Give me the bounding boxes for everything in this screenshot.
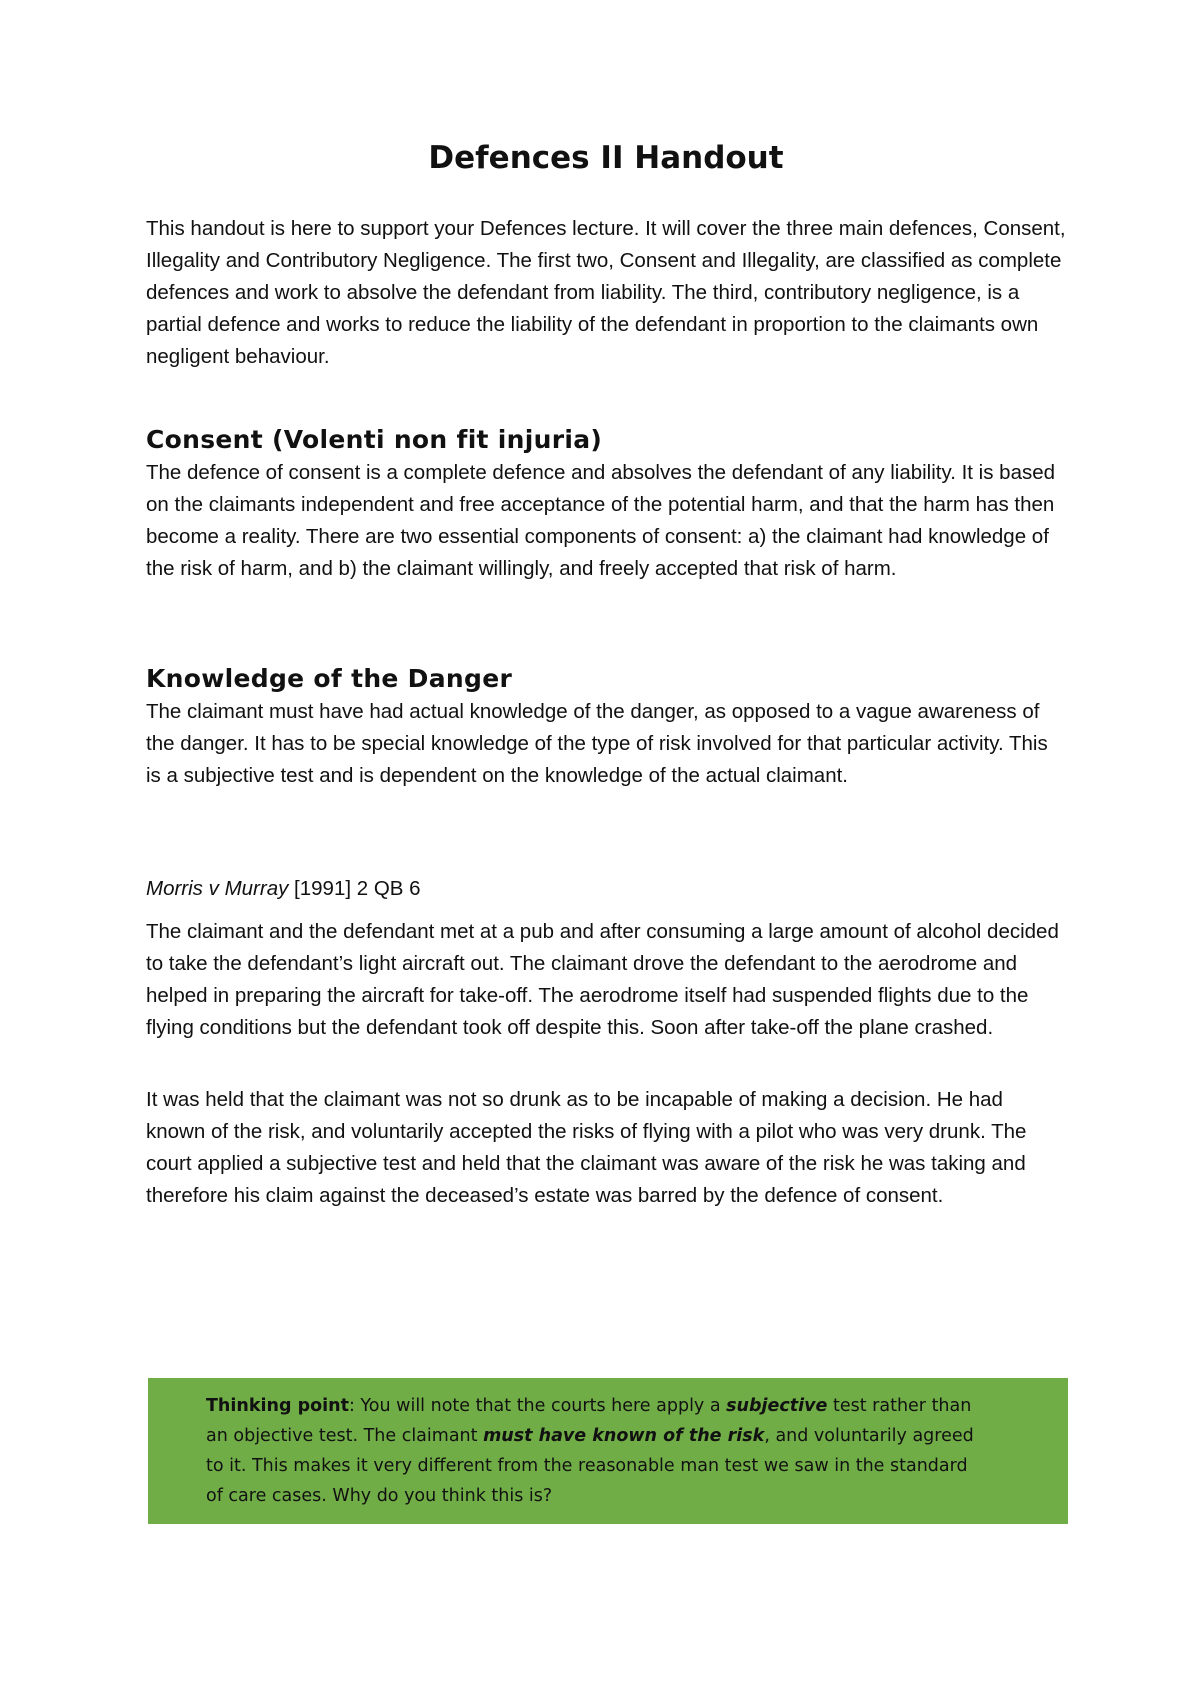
case-holding-paragraph: It was held that the claimant was not so drunk as to be incapable of making a decision. He had known of the risk, and voluntarily accepted the risks of flying with a pilot who was very drunk. The court applied a subjective test and held that the claimant was aware of the risk he was taking and therefore his claim against the deceased’s estate was barred by the defence of consent. — [146, 1088, 1027, 1207]
consent-heading: Consent (Volenti non fit injuria) — [146, 425, 603, 454]
thinking-point-text-3: , and voluntarily agreed to it. This makes it very different from the reasonable man test we saw in the standard of care cases. Why do you think this is? — [206, 1426, 974, 1506]
thinking-point-text-1: : You will note that the courts here apply a — [348, 1396, 727, 1416]
knowledge-heading: Knowledge of the Danger — [146, 664, 513, 693]
consent-paragraph: The defence of consent is a complete defence and absolves the defendant of any liability. It is based on the claimants independent and free acceptance of the potential harm, and that the harm has then become a reality. There are two essential components of consent: a) the claimant had knowledge of the risk of harm, and b) the claimant willingly, and freely accepted that risk of harm. — [146, 461, 1056, 580]
thinking-point-label: Thinking point — [206, 1396, 349, 1416]
case-reference — [146, 873, 1066, 905]
thinking-point-box — [148, 1378, 1068, 1524]
thinking-point-emphasis-known-risk: must have known of the risk — [483, 1426, 765, 1446]
thinking-point-text-2: test rather than an objective test. The claimant — [206, 1396, 972, 1446]
knowledge-paragraph: The claimant must have had actual knowledge of the danger, as opposed to a vague awareness of the danger. It has to be special knowledge of the type of risk involved for that particular activity. This is a subjective test and is dependent on the knowledge of the actual claimant. — [146, 700, 1048, 787]
case-facts-paragraph: The claimant and the defendant met at a pub and after consuming a large amount of alcohol decided to take the defendant’s light aircraft out. The claimant drove the defendant to the aerodrome and helped in preparing the aircraft for take-off. The aerodrome itself had suspended flights due to the flying conditions but the defendant took off despite this. Soon after take-off the plane crashed. — [146, 920, 1059, 1039]
case-name: Morris v Murray — [146, 877, 289, 900]
thinking-point-emphasis-subjective: subjective — [726, 1396, 828, 1416]
intro-paragraph: This handout is here to support your Defences lecture. It will cover the three main defences, Consent, Illegality and Contributory Negligence. The first two, Consent and Illegality, are classified as complete defences and work to absolve the defendant from liability. The third, contributory negligence, is a partial defence and works to reduce the liability of the defendant in proportion to the claimants own negligent behaviour. — [146, 217, 1066, 368]
page-title: Defences II Handout — [428, 140, 784, 176]
case-citation: [1991] 2 QB 6 — [288, 877, 421, 900]
